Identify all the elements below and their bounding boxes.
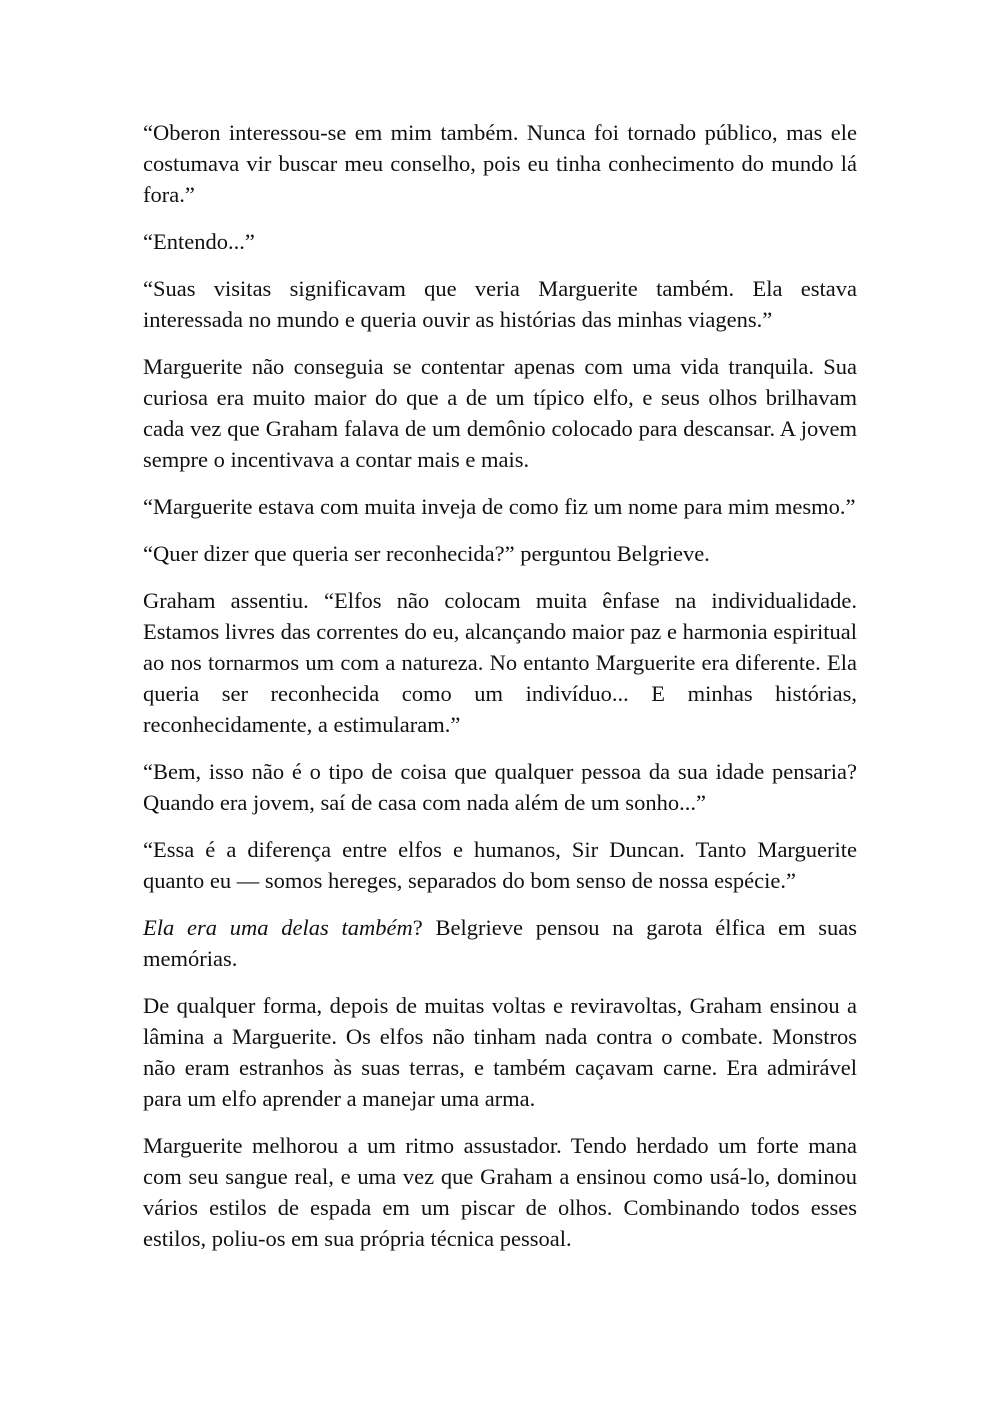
paragraph: “Entendo...” — [143, 229, 255, 254]
paragraph: Graham assentiu. “Elfos não colocam muita ênfase na individualidade. Estamos livres das correntes do eu, alcançando maior paz e harmonia espiritual ao nos tornarmos um com a natureza. No entanto Marguerite era diferente. Ela queria ser reconhecida como um indivíduo... E minhas histórias, reconhecidamente, a estimularam.” — [143, 588, 857, 737]
paragraph: “Essa é a diferença entre elfos e humanos, Sir Duncan. Tanto Marguerite quanto eu — somos hereges, separados do bom senso de nossa espécie.” — [143, 837, 857, 893]
paragraph: Marguerite melhorou a um ritmo assustador. Tendo herdado um forte mana com seu sangue real, e uma vez que Graham a ensinou como usá-lo, dominou vários estilos de espada em um piscar de olhos. Combinando todos esses estilos, poliu-os em sua própria técnica pessoal. — [143, 1133, 857, 1251]
paragraph: “Oberon interessou-se em mim também. Nunca foi tornado público, mas ele costumava vir buscar meu conselho, pois eu tinha conhecimento do mundo lá fora.” — [143, 120, 857, 207]
paragraph: “Quer dizer que queria ser reconhecida?” perguntou Belgrieve. — [143, 541, 710, 566]
paragraph: Marguerite não conseguia se contentar apenas com uma vida tranquila. Sua curiosa era muito maior do que a de um típico elfo, e seus olhos brilhavam cada vez que Graham falava de um demônio colocado para descansar. A jovem sempre o incentivava a contar mais e mais. — [143, 354, 857, 472]
paragraph-italic-thought — [143, 912, 857, 974]
italic-thought: Ela era uma delas também — [143, 915, 413, 940]
document-page — [143, 117, 857, 1270]
paragraph-rest: ? Belgrieve pensou na garota élfica em suas memórias. — [143, 915, 858, 971]
paragraph: “Marguerite estava com muita inveja de como fiz um nome para mim mesmo.” — [143, 494, 856, 519]
paragraph: “Suas visitas significavam que veria Marguerite também. Ela estava interessada no mundo e queria ouvir as histórias das minhas viagens.” — [143, 276, 857, 332]
paragraph: “Bem, isso não é o tipo de coisa que qualquer pessoa da sua idade pensaria? Quando era jovem, saí de casa com nada além de um sonho...” — [143, 759, 857, 815]
paragraph: De qualquer forma, depois de muitas voltas e reviravoltas, Graham ensinou a lâmina a Marguerite. Os elfos não tinham nada contra o combate. Monstros não eram estranhos às suas terras, e também caçavam carne. Era admirável para um elfo aprender a manejar uma arma. — [143, 993, 857, 1111]
